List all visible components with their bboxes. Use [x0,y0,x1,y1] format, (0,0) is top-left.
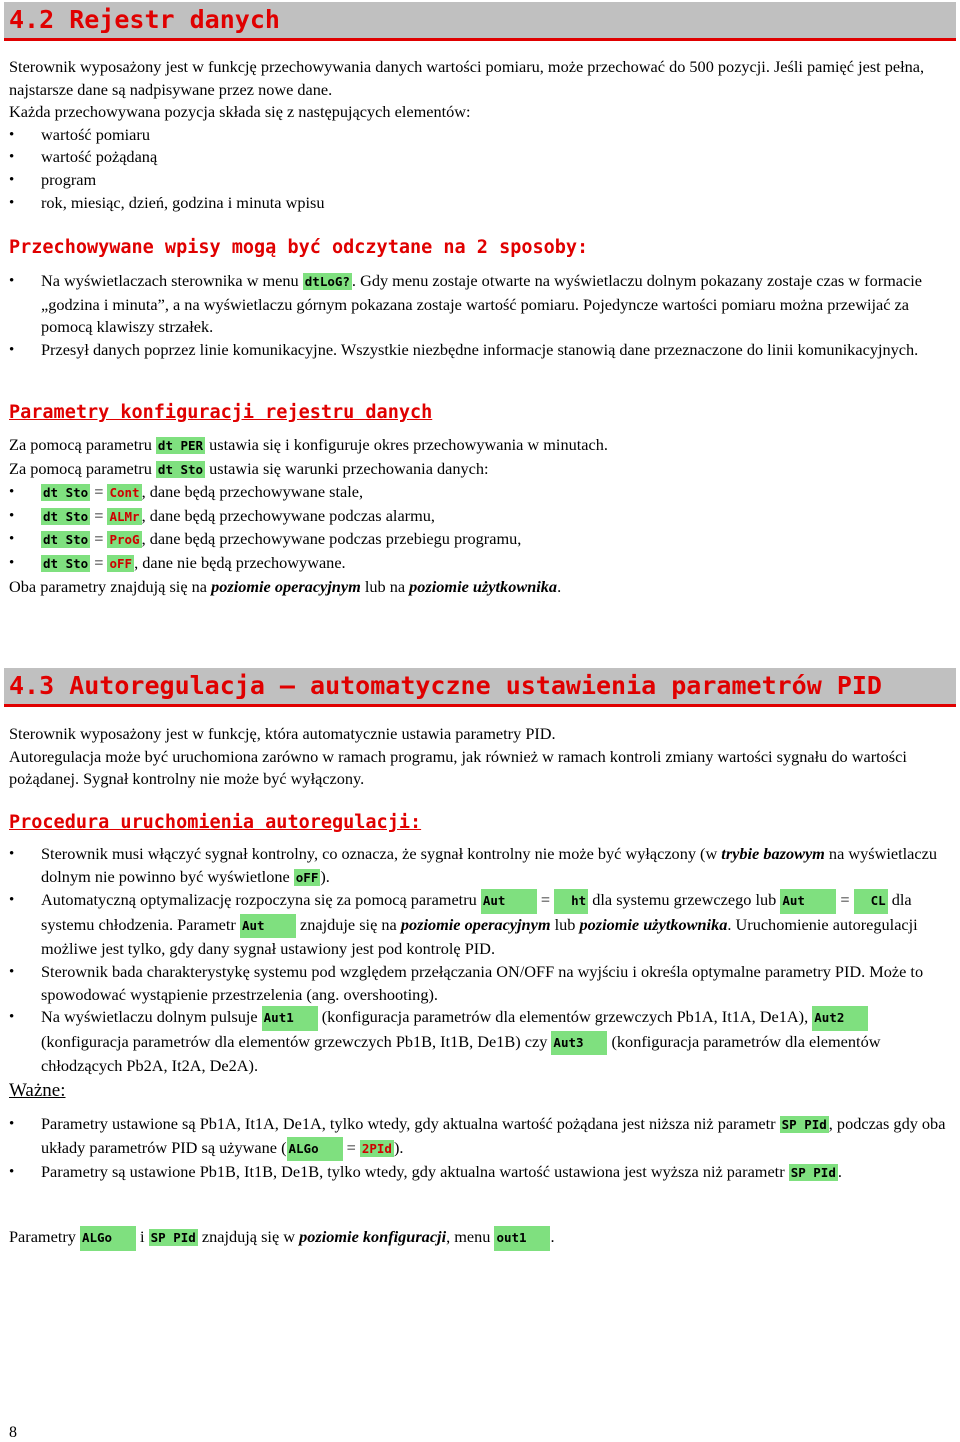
important-heading: Ważne: [9,1080,66,1101]
config-paragraph: Za pomocą parametru dt PER ustawia się i konfiguruje okres przechowywania w minutach. [9,435,608,454]
config-heading: Parametry konfiguracji rejestru danych [9,402,433,423]
param-code: dt Sto [43,532,89,548]
list-item: • dt Sto = ALMr , dane będą przechowywane podczas alarmu, [9,505,951,529]
list-item: • wartość pomiaru [9,124,951,147]
param-code: dt Sto [43,555,89,571]
section-title: 4.3 Autoregulacja – automatyczne ustawienia parametrów PID [9,671,882,700]
section-title: 4.2 Rejestr danych [9,5,280,34]
list-item: • Na wyświetlaczu dolnym pulsuje Aut1 (konfiguracja parametrów dla elementów grzewczych Pb1A, It1A, De1A), Aut2 (konfiguracja parametrów dla elementów grzewczych Pb1B, It1B, De1B) czy Aut3 (konfiguracja parametrów dla elementów chłodzących Pb2A, It2A, De2A). [9,1006,951,1078]
value-code: Aut2 [812,1006,868,1031]
list-item: • program [9,169,951,192]
list-item: • Parametry są ustawione Pb1B, It1B, De1B, tylko wtedy, gdy aktualna wartość ustawiona jest wyższa niż parametr SP PId . [9,1161,951,1185]
important-block [9,1113,951,1185]
intro-paragraph: Każda przechowywana pozycja składa się z następujących elementów: [9,102,471,122]
intro-paragraph: Autoregulacja może być uruchomiona zarówno w ramach programu, jak również w ramach kontroli zmiany wartości sygnału do wartości pożądanej. Sygnał kontrolny nie może być wyłączony. [9,746,907,789]
value-code: oFF [295,869,319,885]
config-block [9,434,951,598]
value-code: 2PId [361,1140,392,1156]
value-code: Aut1 [262,1006,318,1031]
list-item: • dt Sto = oFF , dane nie będą przechowywane. [9,552,951,576]
read-methods-block [9,270,951,361]
value-code: ht [554,889,588,914]
intro-paragraph: Sterownik wyposażony jest w funkcję przechowywania danych wartości pomiaru, może przechować do 500 pozycji. Jeśli pamięć jest pełna, najstarsze dane są nadpisywane przez nowe dane. [9,57,925,99]
list-item: • Automatyczną optymalizację rozpoczyna się za pomocą parametru Aut = ht dla systemu grzewczego lub Aut = CL dla systemu chłodzenia. Parametr Aut znajduje się na poziomie operacyjnym lub poziomie użytkownika. Uruchomienie autoregulacji możliwe jest tylko, gdy dany sygnał ustawiony jest pod kontrolę PID. [9,889,951,961]
value-code: oFF [109,555,133,571]
param-code: SP PId [150,1230,196,1245]
param-code: ALGo [80,1226,136,1251]
read-methods-heading: Przechowywane wpisy mogą być odczytane na 2 sposoby: [9,237,589,258]
section-header-4-2 [4,2,956,41]
section-header-4-3 [4,668,956,707]
param-code: SP PId [790,1165,836,1181]
param-code: Aut [240,914,296,939]
intro-block [9,56,951,214]
procedure-block [9,843,951,1078]
page-number: 8 [9,1424,17,1441]
list-item: • Przesył danych poprzez linie komunikacyjne. Wszystkie niezbędne informacje stanowią dane przeznaczone do linii komunikacyjnych. [9,339,951,362]
final-paragraph: Parametry ALGo i SP PId znajdują się w poziomie konfiguracji, menu out1 . [9,1226,951,1251]
menu-code: dtLoG? [304,274,350,289]
value-code: Aut3 [551,1031,607,1056]
list-item: • rok, miesiąc, dzień, godzina i minuta wpisu [9,192,951,215]
list-item: • wartość pożądaną [9,146,951,169]
param-code: Aut [780,889,836,914]
param-code: dt PER [157,438,204,453]
list-item: • Sterownik bada charakterystykę systemu pod względem przełączania ON/OFF na wyjściu i określa optymalne parametry PID. Może to spowodować wystąpienie przestrzelenia (ang. overshooting). [9,961,951,1006]
list-item: • Sterownik musi włączyć sygnał kontrolny, co oznacza, że sygnał kontrolny nie może być wyłączony (w trybie bazowym na wyświetlaczu dolnym nie powinno być wyświetlone oFF ). [9,843,951,889]
value-code: ALMr [109,508,140,524]
list-item: • dt Sto = Cont , dane będą przechowywane stale, [9,481,951,505]
list-item: • Na wyświetlaczach sterownika w menu dtLoG? . Gdy menu zostaje otwarte na wyświetlaczu dolnym pokazany zostaje czas w formacie „godzina i minuta”, a na wyświetlaczu górnym pokazana zostaje wartość pomiaru. Pojedyncze wartości pomiaru można przewijać za pomocą klawiszy strzałek. [9,270,951,339]
menu-code: out1 [494,1226,550,1251]
list-item: • Parametry ustawione są Pb1A, It1A, De1A, tylko wtedy, gdy aktualna wartość pożądana jest niższa niż parametr SP PId , podczas gdy oba układy parametrów PID są używane ( ALGo = 2PId ). [9,1113,951,1161]
param-code: SP PId [781,1117,827,1132]
storage-options-list [9,481,951,575]
intro-paragraph: Sterownik wyposażony jest w funkcję, która automatycznie ustawia parametry PID. [9,724,556,743]
procedure-list [9,843,951,1078]
level-paragraph: Oba parametry znajdują się na poziomie operacyjnym lub na poziomie użytkownika. [9,576,562,596]
config-paragraph: Za pomocą parametru dt Sto ustawia się warunki przechowania danych: [9,458,489,478]
value-code: Cont [109,485,140,501]
param-code: Aut [481,889,537,914]
important-list [9,1113,951,1185]
value-code: CL [854,889,888,914]
param-code: dt Sto [43,485,89,501]
read-methods-list [9,270,951,361]
list-item: • dt Sto = ProG , dane będą przechowywane podczas przebiegu programu, [9,528,951,552]
value-code: ProG [109,532,140,548]
param-code: dt Sto [43,508,89,524]
param-code: dt Sto [157,461,204,477]
stored-elements-list [9,124,951,214]
autoregulation-intro [9,723,951,791]
procedure-heading: Procedura uruchomienia autoregulacji: [9,812,422,833]
param-code: ALGo [287,1137,343,1162]
